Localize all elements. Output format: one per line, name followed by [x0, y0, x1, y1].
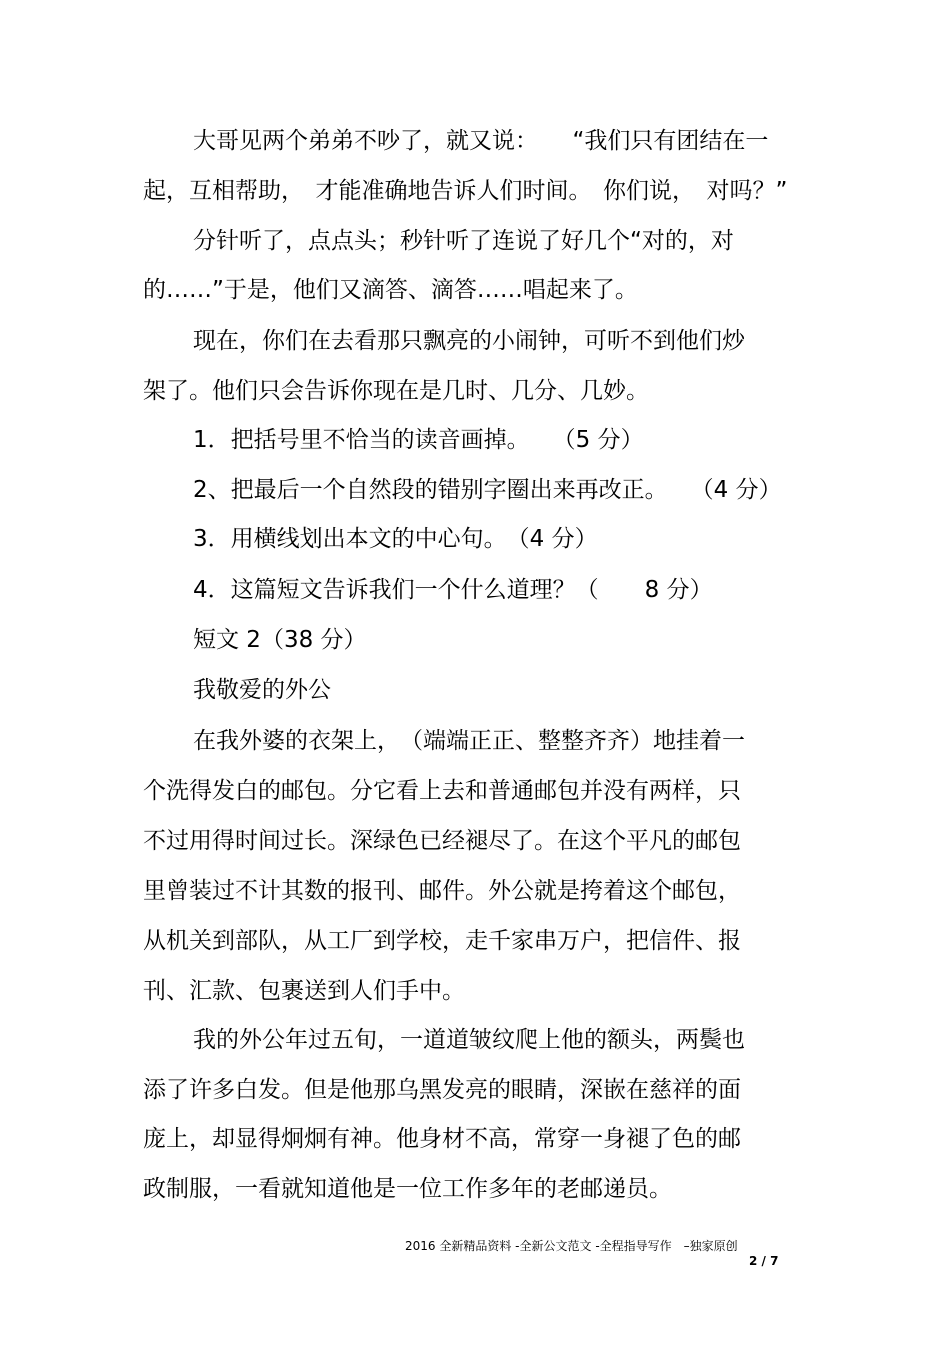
question-4: 4．这篇短文告诉我们一个什么道理？（ 8 分） [193, 577, 713, 603]
text-line: 刊、汇款、包裹送到人们手中。 [143, 978, 465, 1004]
footer-credit: 2016 全新精品资料 -全新公文范文 -全程指导写作 –独家原创 [405, 1239, 738, 1253]
text-line: 庞上，却显得炯炯有神。他身材不高，常穿一身褪了色的邮 [143, 1126, 741, 1152]
text-line: 起，互相帮助， 才能准确地告诉人们时间。 你们说， 对吗？” [143, 178, 788, 204]
text-line: 从机关到部队，从工厂到学校，走千家串万户，把信件、报 [143, 928, 741, 954]
section-heading: 短文 2（38 分） [193, 627, 367, 653]
text-line: 现在，你们在去看那只飘亮的小闹钟，可听不到他们炒 [193, 328, 745, 354]
text-line: 政制服，一看就知道他是一位工作多年的老邮递员。 [143, 1176, 672, 1202]
text-line: 不过用得时间过长。深绿色已经褪尽了。在这个平凡的邮包 [143, 828, 741, 854]
text-line: 添了许多白发。但是他那乌黑发亮的眼睛，深嵌在慈祥的面 [143, 1077, 741, 1103]
question-1: 1．把括号里不恰当的读音画掉。 （5 分） [193, 427, 644, 453]
text-line: 分针听了，点点头；秒针听了连说了好几个“对的，对 [193, 228, 734, 254]
question-2: 2、把最后一个自然段的错别字圈出来再改正。 （4 分） [193, 477, 782, 503]
text-line: 的……”于是，他们又滴答、滴答……唱起来了。 [143, 277, 638, 303]
question-3: 3．用横线划出本文的中心句。 （4 分） [193, 526, 598, 552]
text-line: 大哥见两个弟弟不吵了，就又说： “我们只有团结在一 [193, 128, 769, 154]
page-number: 2 / 7 [749, 1254, 779, 1268]
text-line: 个洗得发白的邮包。分它看上去和普通邮包并没有两样，只 [143, 778, 741, 804]
text-line: 架了。他们只会告诉你现在是几时、几分、几妙。 [143, 378, 649, 404]
text-line: 我的外公年过五旬，一道道皱纹爬上他的额头，两鬓也 [193, 1027, 745, 1053]
text-line: 在我外婆的衣架上， （端端正正、整整齐齐）地挂着一 [193, 728, 745, 754]
text-line: 里曾装过不计其数的报刊、邮件。外公就是挎着这个邮包， [143, 878, 741, 904]
passage-title: 我敬爱的外公 [193, 677, 331, 703]
